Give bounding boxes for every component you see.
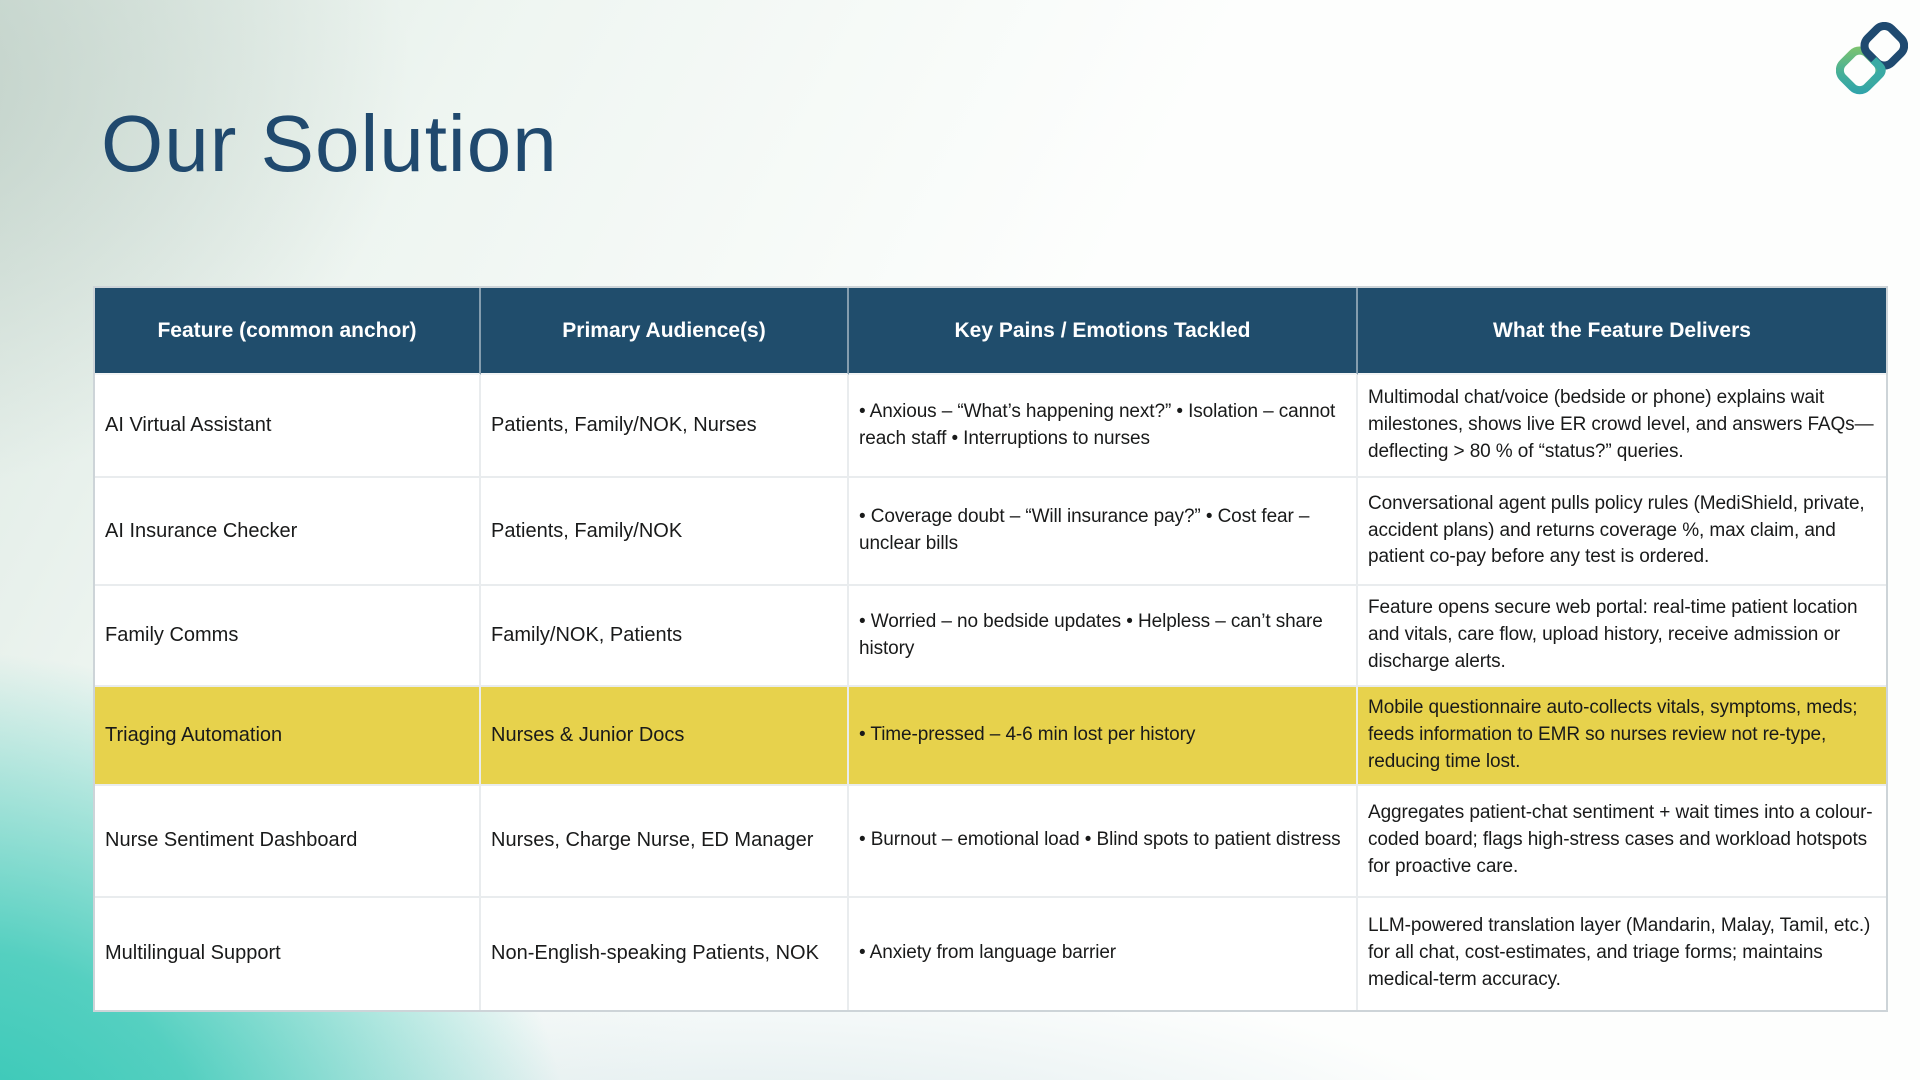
audience-cell: Patients, Family/NOK, Nurses — [481, 375, 849, 478]
pains-cell: • Worried – no bedside updates • Helpless – can’t share history — [849, 586, 1358, 687]
column-header-pains: Key Pains / Emotions Tackled — [849, 288, 1358, 375]
feature-cell: Triaging Automation — [95, 687, 481, 786]
audience-cell: Nurses & Junior Docs — [481, 687, 849, 786]
delivers-cell: LLM-powered translation layer (Mandarin, Malay, Tamil, etc.) for all chat, cost-estimates, and triage forms; maintains medical-term accuracy. — [1368, 915, 1871, 991]
solution-table — [93, 286, 1888, 1012]
table-row — [95, 898, 1886, 1010]
pains-cell: • Time-pressed – 4-6 min lost per history — [849, 687, 1358, 786]
table-row — [95, 375, 1886, 478]
feature-cell: AI Insurance Checker — [95, 478, 481, 586]
feature-cell: Nurse Sentiment Dashboard — [95, 786, 481, 898]
pains-cell: • Anxious – “What’s happening next?” • Isolation – cannot reach staff • Interruptions to nurses — [849, 375, 1358, 478]
audience-cell: Patients, Family/NOK — [481, 478, 849, 586]
table-row — [95, 478, 1886, 586]
feature-cell: Multilingual Support — [95, 898, 481, 1010]
solution-table-container — [93, 286, 1884, 1012]
column-header-audience: Primary Audience(s) — [481, 288, 849, 375]
delivers-cell: Mobile questionnaire auto-collects vitals, symptoms, meds; feeds information to EMR so nurses review not re-type, reducing time lost. — [1358, 687, 1886, 786]
column-header-delivers: What the Feature Delivers — [1358, 288, 1886, 375]
interlocked-loops-logo-icon — [1836, 22, 1908, 96]
delivers-cell: Feature opens secure web portal: real-time patient location and vitals, care flow, upload history, receive admission or discharge alerts. — [1358, 586, 1886, 687]
table-row — [95, 586, 1886, 687]
table-row — [95, 786, 1886, 898]
audience-cell: Family/NOK, Patients — [481, 586, 849, 687]
table-row-highlighted — [95, 687, 1886, 786]
audience-cell: Non-English-speaking Patients, NOK — [481, 898, 849, 1010]
pains-cell: • Anxiety from language barrier — [849, 898, 1358, 1010]
delivers-cell: Conversational agent pulls policy rules (MediShield, private, accident plans) and returns coverage %, max claim, and patient co-pay before any test is ordered. — [1358, 478, 1886, 586]
table-header-row — [95, 288, 1886, 375]
audience-cell: Nurses, Charge Nurse, ED Manager — [481, 786, 849, 898]
page-title: Our Solution — [101, 99, 558, 188]
delivers-cell: Multimodal chat/voice (bedside or phone) explains wait milestones, shows live ER crowd level, and answers FAQs—deflecting > 80 % of “status?” queries. — [1358, 375, 1886, 478]
pains-cell: • Coverage doubt – “Will insurance pay?” • Cost fear – unclear bills — [849, 478, 1358, 586]
feature-cell: Family Comms — [95, 586, 481, 687]
pains-cell: • Burnout – emotional load • Blind spots to patient distress — [849, 786, 1358, 898]
delivers-cell: Aggregates patient-chat sentiment + wait times into a colour-coded board; flags high-stress cases and workload hotspots for proactive care. — [1358, 786, 1886, 898]
feature-cell: AI Virtual Assistant — [95, 375, 481, 478]
column-header-feature: Feature (common anchor) — [95, 288, 481, 375]
